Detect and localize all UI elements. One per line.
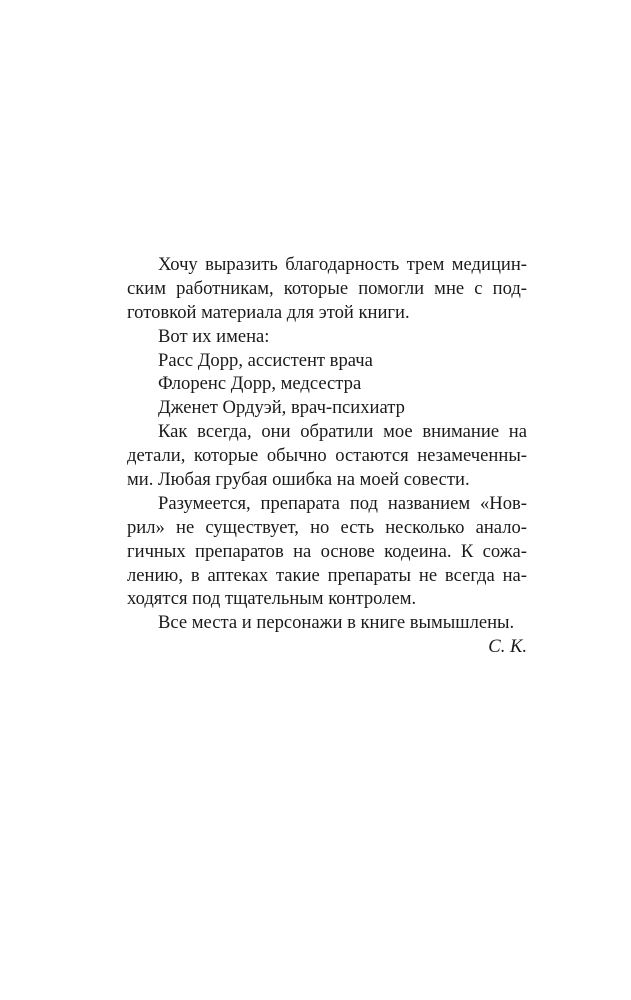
text-line: Хочу выразить благодарность трем медицин- (158, 254, 527, 275)
text-line: лению, в аптеках такие препараты не всегда на- (127, 564, 527, 586)
text-line: рил» не существует, но есть несколько анало- (127, 516, 527, 538)
text-line: Вот их имена: (158, 325, 270, 347)
text-line: Расс Дорр, ассистент врача (158, 349, 373, 371)
text-line: Флоренс Дорр, медсестра (158, 373, 362, 395)
text-line: Разумеется, препарата под названием «Нов- (158, 492, 527, 514)
text-line: Все места и персонажи в книге вымышлены. (158, 612, 515, 634)
text-line: гичных препаратов на основе кодеина. К сожа- (127, 540, 527, 562)
signature: С. К. (488, 636, 527, 658)
text-line: ским работникам, которые помогли мне с под- (127, 277, 527, 299)
text-line: готовкой материала для этой книги. (127, 301, 410, 323)
text-line: Как всегда, они обратили мое внимание на (158, 421, 527, 443)
acknowledgement-text (127, 253, 527, 659)
text-line: детали, которые обычно остаются незамеченны- (127, 445, 527, 467)
text-line: ми. Любая грубая ошибка на моей совести. (127, 469, 470, 491)
text-line: ходятся под тщательным контролем. (127, 588, 417, 610)
text-line: Дженет Ордуэй, врач-психиатр (158, 397, 405, 419)
